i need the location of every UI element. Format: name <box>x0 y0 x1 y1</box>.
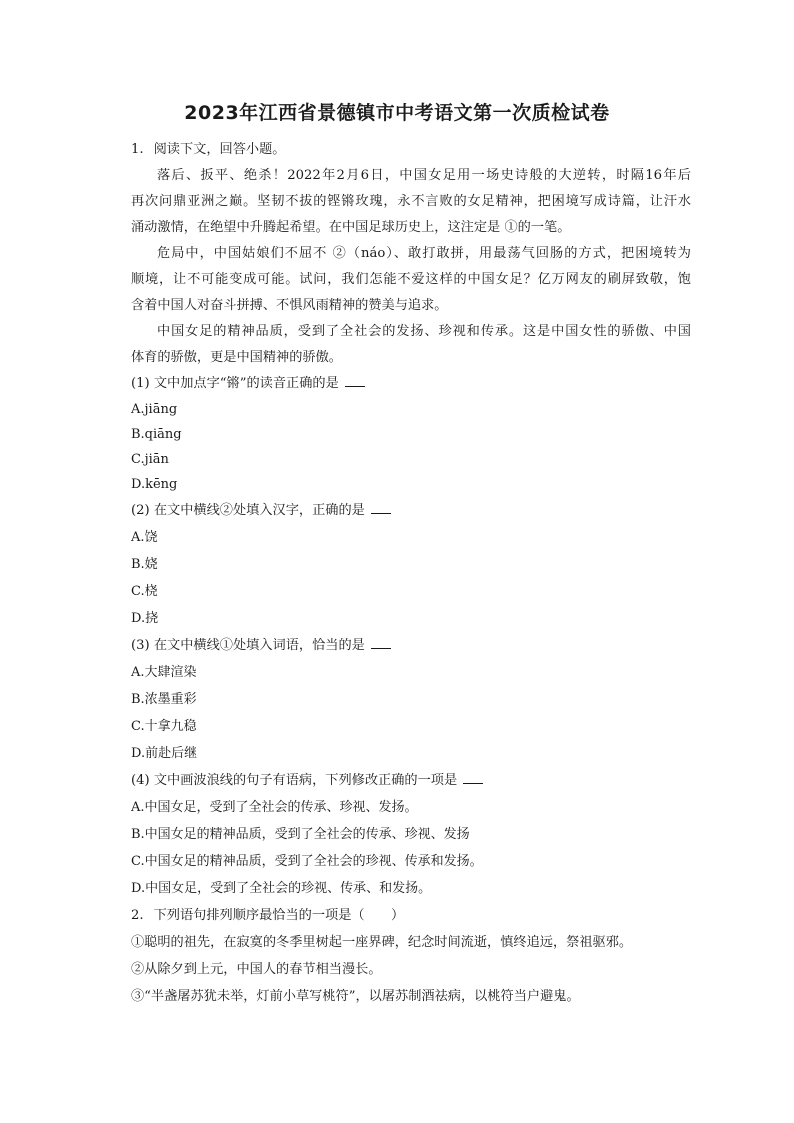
question-2-header <box>131 902 691 929</box>
option-b[interactable]: B.浓墨重彩 <box>131 692 197 707</box>
sub-question-3 <box>131 632 691 659</box>
option-d[interactable]: D.中国女足，受到了全社会的珍视、传承、和发扬。 <box>131 881 432 896</box>
exam-content <box>131 137 691 1010</box>
sub-question-stem: (1) 文中加点字“锵”的读音正确的是 <box>131 376 339 391</box>
sub-question-stem: (3) 在文中横线①处填入词语，恰当的是 <box>131 638 365 653</box>
answer-blank[interactable] <box>345 376 365 387</box>
option-d[interactable]: D.挠 <box>131 611 159 626</box>
passage-line: 危局中，中国姑娘们不屈不 ②（náo）、敢打敢拼，用最荡气回肠的方式，把困境转为 <box>157 246 691 261</box>
option-c[interactable]: C.桡 <box>131 584 158 599</box>
passage-line: 再次问鼎亚洲之巅。坚韧不拔的铿锵玫瑰，永不言败的女足精神，把困境写成诗篇，让汗水 <box>131 194 691 209</box>
option-c[interactable]: C.中国女足的精神品质，受到了全社会的珍视、传承和发扬。 <box>131 854 483 869</box>
passage-line: 落后、扳平、绝杀！2022年2月6日，中国女足用一场史诗般的大逆转，时隔16年后 <box>157 168 691 183</box>
option-d[interactable]: D.kēng <box>131 477 178 492</box>
ordering-item: ②从除夕到上元，中国人的春节相当漫长。 <box>131 962 382 977</box>
sub-question-2 <box>131 497 691 524</box>
sub-question-stem: (4) 文中画波浪线的句子有语病，下列修改正确的一项是 <box>131 773 458 788</box>
passage-line: 涌动激情，在绝望中升腾起希望。在中国足球历史上，这注定是 ①的一笔。 <box>131 220 571 235</box>
option-c[interactable]: C.十拿九稳 <box>131 719 197 734</box>
option-a[interactable]: A.中国女足，受到了全社会的传承、珍视、发扬。 <box>131 800 418 815</box>
answer-blank[interactable] <box>463 773 483 784</box>
option-b[interactable]: B.娆 <box>131 557 158 572</box>
passage-line: 顺境，让不可能变成可能。试问，我们怎能不爱这样的中国女足？亿万网友的刷屏致敬，饱 <box>131 272 691 287</box>
option-c[interactable]: C.jiān <box>131 452 169 467</box>
passage-line: 含着中国人对奋斗拼搏、不惧风雨精神的赞美与追求。 <box>131 298 448 313</box>
sub-question-4 <box>131 767 691 794</box>
option-b[interactable]: B.qiāng <box>131 427 182 442</box>
sub-question-stem: (2) 在文中横线②处填入汉字，正确的是 <box>131 503 365 518</box>
ordering-item: ③“半盏屠苏犹未举，灯前小草写桃符”，以屠苏制酒祛病，以桃符当户避鬼。 <box>131 989 580 1004</box>
ordering-item: ①聪明的祖先，在寂寞的冬季里树起一座界碑，纪念时间流逝，慎终追远，祭祖驱邪。 <box>131 935 633 950</box>
option-b[interactable]: B.中国女足的精神品质，受到了全社会的传承、珍视、发扬 <box>131 827 470 842</box>
option-d[interactable]: D.前赴后继 <box>131 746 198 761</box>
question-number: 1. <box>131 142 144 157</box>
question-instruction: 阅读下文，回答小题。 <box>153 142 286 157</box>
option-a[interactable]: A.饶 <box>131 530 158 545</box>
passage-line: 中国女足的精神品质，受到了全社会的发扬、珍视和传承。这是中国女性的骄傲、中国 <box>157 324 691 339</box>
question-1-header <box>131 137 691 163</box>
page-title: 2023年江西省景德镇市中考语文第一次质检试卷 <box>184 102 610 124</box>
question-stem: 下列语句排列顺序最恰当的一项是（ ） <box>153 908 405 923</box>
option-a[interactable]: A.jiāng <box>131 402 178 417</box>
answer-blank[interactable] <box>371 638 391 649</box>
question-number: 2. <box>131 908 144 923</box>
option-a[interactable]: A.大肆渲染 <box>131 665 197 680</box>
passage-line: 体育的骄傲，更是中国精神的骄傲。 <box>131 350 342 365</box>
answer-blank[interactable] <box>371 503 391 514</box>
sub-question-1 <box>131 371 691 397</box>
